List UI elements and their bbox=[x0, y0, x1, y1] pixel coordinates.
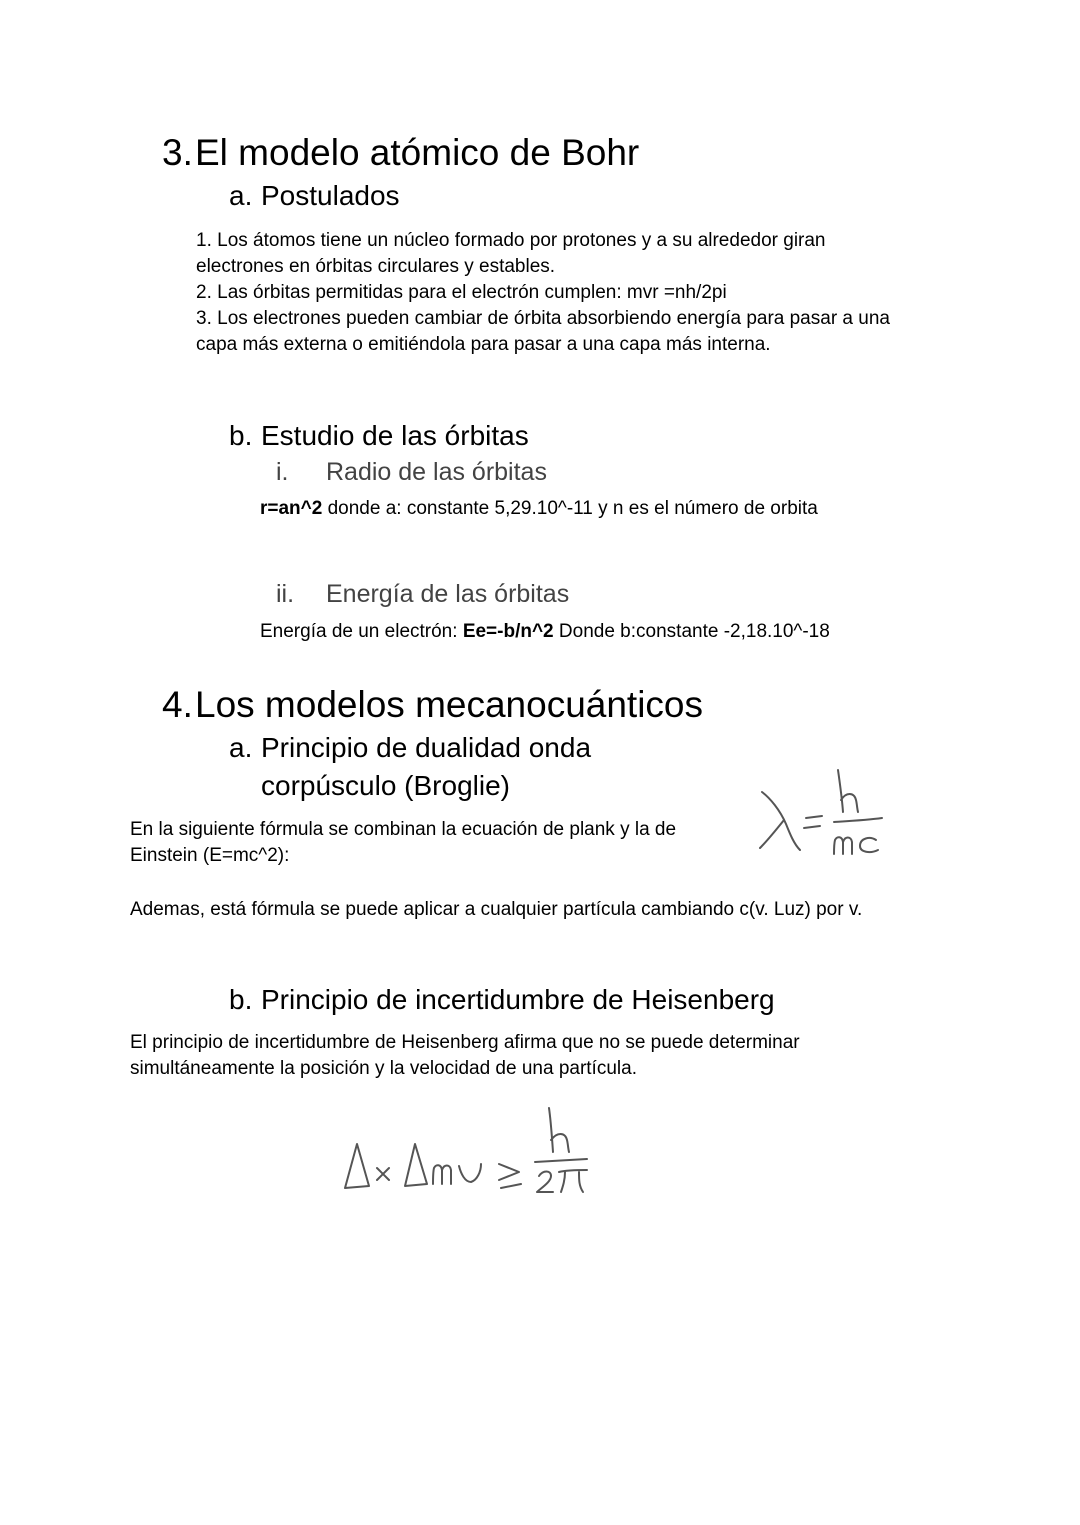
heisenberg-text-line: simultáneamente la posición y la velocidad de una partícula. bbox=[130, 1058, 637, 1079]
energia-text-before: Energía de un electrón: bbox=[260, 621, 463, 642]
radio-formula: r=an^2 bbox=[260, 498, 323, 519]
postulados-line: 1. Los átomos tiene un núcleo formado por protones y a su alrededor giran bbox=[196, 230, 826, 251]
heisenberg-letter: b. bbox=[229, 984, 253, 1015]
estudio-letter: b. bbox=[229, 420, 253, 451]
radio-description: donde a: constante 5,29.10^-11 y n es el número de orbita bbox=[322, 498, 818, 519]
heisenberg-formula-handwritten bbox=[335, 1100, 605, 1200]
section-3-heading bbox=[162, 132, 639, 174]
postulados-letter: a. bbox=[229, 180, 253, 211]
energia-text bbox=[260, 619, 830, 645]
radio-text bbox=[260, 496, 818, 522]
postulados-line: 2. Las órbitas permitidas para el electrón cumplen: mvr =nh/2pi bbox=[196, 282, 727, 303]
broglie-text-line: Einstein (E=mc^2): bbox=[130, 845, 290, 866]
section-3-title: El modelo atómico de Bohr bbox=[195, 132, 640, 173]
energia-title: Energía de las órbitas bbox=[326, 580, 570, 608]
postulados-line: 3. Los electrones pueden cambiar de órbita absorbiendo energía para pasar a una bbox=[196, 308, 890, 329]
broglie-title-line2: corpúsculo (Broglie) bbox=[261, 770, 510, 801]
energia-formula: Ee=-b/n^2 bbox=[462, 621, 554, 642]
de-broglie-formula-handwritten bbox=[750, 762, 890, 862]
heisenberg-text bbox=[130, 1030, 800, 1082]
energia-heading bbox=[276, 579, 569, 609]
broglie-title-line1: Principio de dualidad onda bbox=[261, 732, 592, 763]
broglie-letter: a. bbox=[229, 732, 253, 763]
broglie-note bbox=[130, 897, 862, 923]
energia-numeral: ii. bbox=[276, 580, 295, 608]
postulados-heading bbox=[229, 178, 400, 214]
radio-numeral: i. bbox=[276, 458, 289, 486]
broglie-text bbox=[130, 817, 676, 869]
postulados-title: Postulados bbox=[261, 180, 400, 211]
section-4-heading bbox=[162, 684, 703, 726]
postulados-line: capa más externa o emitiéndola para pasar a una capa más interna. bbox=[196, 334, 771, 355]
section-4-title: Los modelos mecanocuánticos bbox=[195, 684, 704, 725]
energia-text-after: Donde b:constante -2,18.10^-18 bbox=[553, 621, 830, 642]
estudio-title: Estudio de las órbitas bbox=[261, 420, 529, 451]
radio-heading bbox=[276, 457, 547, 487]
heisenberg-heading bbox=[229, 982, 775, 1018]
heisenberg-title: Principio de incertidumbre de Heisenberg bbox=[261, 984, 775, 1015]
heisenberg-text-line: El principio de incertidumbre de Heisenberg afirma que no se puede determinar bbox=[130, 1032, 800, 1053]
broglie-text-line: Ademas, está fórmula se puede aplicar a cualquier partícula cambiando c(v. Luz) por v. bbox=[130, 899, 863, 920]
postulados-list bbox=[196, 228, 890, 358]
section-3-number: 3. bbox=[162, 132, 193, 173]
radio-title: Radio de las órbitas bbox=[326, 458, 547, 486]
estudio-heading bbox=[229, 418, 529, 454]
section-4-number: 4. bbox=[162, 684, 193, 725]
broglie-heading bbox=[229, 730, 591, 804]
broglie-text-line: En la siguiente fórmula se combinan la ecuación de plank y la de bbox=[130, 819, 677, 840]
postulados-line: electrones en órbitas circulares y estables. bbox=[196, 256, 556, 277]
